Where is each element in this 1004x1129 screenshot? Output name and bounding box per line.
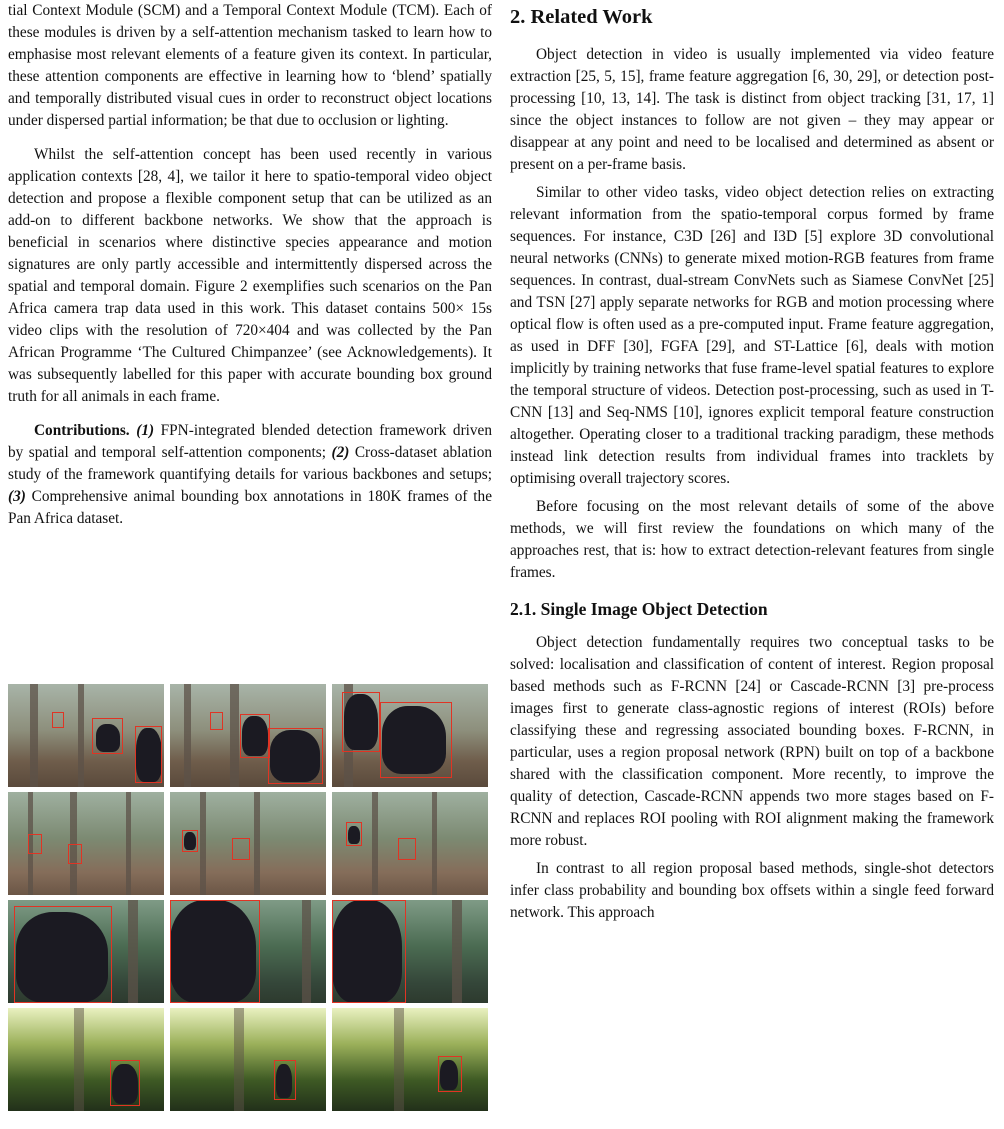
- bounding-box: [14, 906, 112, 1003]
- bounding-box: [380, 702, 452, 778]
- bounding-box: [135, 726, 162, 783]
- frame-r3-c1: [8, 900, 164, 1003]
- frame-r1-c3: [332, 684, 488, 787]
- single-image-detection-heading: 2.1. Single Image Object Detection: [510, 599, 768, 619]
- camera-trap-figure: [8, 684, 491, 1120]
- contribution-2-text: Cross-dataset ablation study of the framework quantifying details for various backbones and setups;: [8, 444, 492, 483]
- frame-r1-c1: [8, 684, 164, 787]
- contributions-paragraph: [8, 420, 492, 530]
- frame-r1-c2: [170, 684, 326, 787]
- contribution-1-number: (1): [136, 422, 155, 439]
- contribution-1-text: FPN-integrated blended detection framework driven by spatial and temporal self-attention components;: [8, 422, 492, 461]
- bounding-box: [68, 844, 82, 864]
- frame-r2-c1: [8, 792, 164, 895]
- contributions-label: Contributions.: [34, 422, 130, 439]
- right-paragraph-4: Object detection fundamentally requires two conceptual tasks to be solved: localisation and classification of content of interest. Region proposal based methods such as F-RCNN [24] or Cascade-RCNN [3] pre-process images first to generate class-agnostic regions of interest (ROIs) before classifying these and regressing associated bounding boxes. F-RCNN, in particular, uses a region proposal network (RPN) built on top of a backbone shared with the classification component. More recently, to improve the quality of detection, Cascade-RCNN appends two more stages based on F-RCNN and replaces ROI pooling with ROI alignment making the framework more robust.: [510, 634, 994, 849]
- bounding-box: [342, 692, 380, 752]
- right-paragraph-1: Object detection in video is usually implemented via video feature extraction [25, 5, 15], frame feature aggregation [6, 30, 29], or detection post-processing [10, 13, 14]. The task is distinct from object tracking [31, 17, 1] since the object instances to follow are not given – they may appear or disappear at any point and need to be localised and determined as absent or present on a per-frame basis.: [510, 46, 994, 173]
- bounding-box: [274, 1060, 296, 1100]
- contribution-2-number: (2): [331, 444, 350, 461]
- bounding-box: [438, 1056, 462, 1092]
- bounding-box: [240, 714, 270, 758]
- bounding-box: [92, 718, 123, 754]
- bounding-box: [232, 838, 250, 860]
- bounding-box: [346, 822, 362, 846]
- left-paragraph-1: tial Context Module (SCM) and a Temporal Context Module (TCM). Each of these modules is driven by a self-attention mechanism tasked to learn how to emphasise most relevant elements of a feature given its context. In particular, these attention components are effective in learning how to ‘blend’ spatially and temporally distributed visual cues in order to reconstruct object locations under dispersed partial information; be that due to occlusion or lighting.: [8, 2, 492, 129]
- bounding-box: [28, 834, 42, 854]
- bounding-box: [210, 712, 223, 730]
- contribution-3-text: Comprehensive animal bounding box annotations in 180K frames of the Pan Africa dataset.: [8, 488, 492, 527]
- bounding-box: [398, 838, 416, 860]
- right-paragraph-2: Similar to other video tasks, video object detection relies on extracting relevant information from the spatio-temporal corpus formed by frame sequences. For instance, C3D [26] and I3D [5] explore 3D convolutional neural networks (CNNs) to generate mixed motion-RGB features from frame sequences. In contrast, dual-stream ConvNets such as Siamese ConvNet [25] and TSN [27] apply separate networks for RGB and motion processing where optical flow is often used as a pre-computed input. Frame feature aggregation, as used in DFF [30], FGFA [29], and ST-Lattice [6], deals with motion implicitly by training networks that fuse frame-level spatial features to explore the temporal structure of videos. Detection post-processing, such as used in T-CNN [13] and Seq-NMS [10], ignores explicit temporal feature construction altogether. Operating closer to a traditional tracking paradigm, these methods instead link detection results from individual frames into tracklets by optimising overall trajectory scores.: [510, 184, 994, 487]
- bounding-box: [332, 900, 406, 1003]
- frame-r2-c2: [170, 792, 326, 895]
- right-paragraph-3: Before focusing on the most relevant details of some of the above methods, we will first review the foundations on which many of the approaches rest, that is: how to extract detection-relevant features from single frames.: [510, 498, 994, 581]
- left-column: [8, 0, 492, 530]
- frame-r4-c1: [8, 1008, 164, 1111]
- frame-r3-c2: [170, 900, 326, 1003]
- bounding-box: [268, 728, 323, 784]
- related-work-heading: 2. Related Work: [510, 6, 653, 28]
- right-paragraph-5: In contrast to all region proposal based methods, single-shot detectors infer class probability and bounding box offsets within a single feed forward network. This approach: [510, 860, 994, 921]
- frame-r2-c3: [332, 792, 488, 895]
- frame-r4-c3: [332, 1008, 488, 1111]
- frame-r4-c2: [170, 1008, 326, 1111]
- frame-r3-c3: [332, 900, 488, 1003]
- left-paragraph-2: Whilst the self-attention concept has been used recently in various application contexts [28, 4], we tailor it here to spatio-temporal video object detection and propose a flexible component setup that can be utilized as an add-on to different backbone networks. We show that the approach is beneficial in scenarios where distinctive species appearance and motion signatures are only partly accessible and intermittently dispersed across the spatial and temporal domain. Figure 2 exemplifies such scenarios on the Pan Africa camera trap data used in this work. This dataset contains 500× 15s video clips with the resolution of 720×404 and was collected by the Pan African Programme ‘The Cultured Chimpanzee’ (see Acknowledgements). It was subsequently labelled for this paper with accurate bounding box ground truth for all animals in each frame.: [8, 146, 492, 405]
- contribution-3-number: (3): [8, 488, 26, 505]
- bounding-box: [170, 900, 260, 1003]
- bounding-box: [110, 1060, 140, 1106]
- bounding-box: [182, 830, 198, 852]
- bounding-box: [52, 712, 64, 728]
- right-column: [510, 0, 994, 924]
